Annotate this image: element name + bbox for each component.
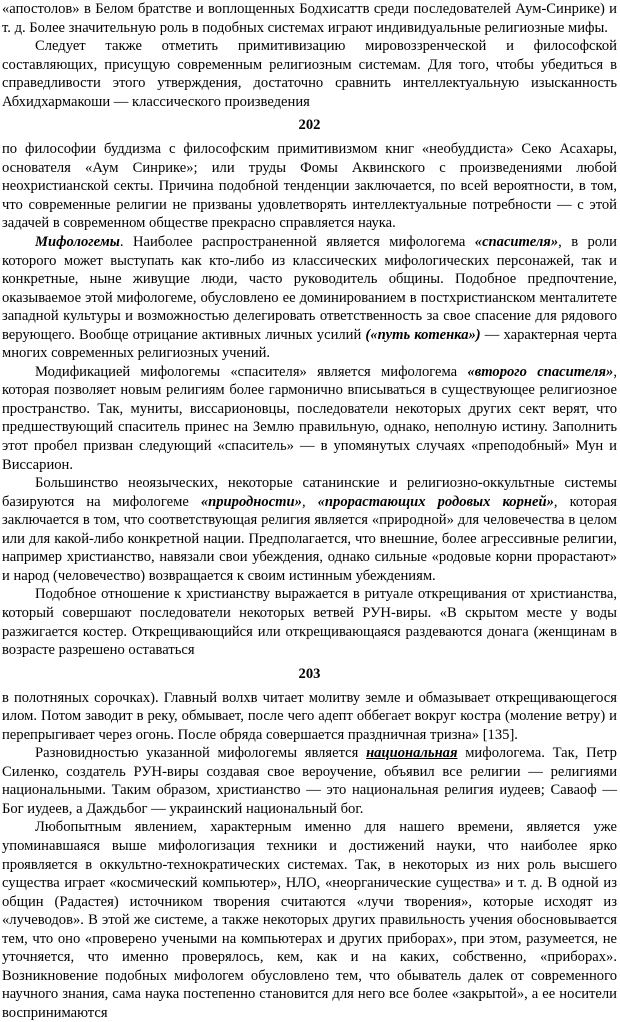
paragraph [2, 585, 617, 659]
text-run: , которая заключается в том, что соответствующая религия является «природной» для человечества в целом или для какой-либо конкретной нации. Предполагается, что внешние, более агрессивные религии, например христианство, навязали свои убеждения, однако сильные «родовые корни прорастают» и народ (человечество) возвращается к своим истинным убеждениям. [2, 493, 617, 584]
emphasized-term: «природности» [200, 493, 302, 510]
text-run: мифологема. Так, Петр Силенко, создатель РУН-виры создавая свое вероучение, объявил все религии — религиями национальными. Таким образом, христианство — это национальная религия иудеев; Саваоф — Бог иудеев, а Даждьбог — украинский национальный бог. [2, 745, 617, 817]
emphasized-term: Мифологемы [35, 234, 120, 251]
emphasized-term: «второго спасителя» [467, 363, 614, 380]
paragraph [2, 233, 617, 363]
paragraph [2, 474, 617, 585]
paragraph [2, 0, 617, 37]
paragraph [2, 37, 617, 111]
paragraph [2, 140, 617, 233]
text-run: , которая позволяет новым религиям более гармонично вписываться в существующее религиозное пространство. Так, муниты, виссарионовцы, последователи некоторых других сект верят, что предшествующий спаситель принес на Землю правильную, однако, неполную истину. Заполнить этот пробел призван следующий «спаситель» — в упомянутых случаях «преподобный» Мун и Виссарион. [2, 363, 617, 473]
paragraph [2, 363, 617, 474]
text-run: «апостолов» в Белом братстве и воплощенных Бодхисаттв среди последователей Аум-Синрике) и т. д. Более значительную роль в подобных системах играют индивидуальные религиозные мифы. [2, 1, 617, 36]
text-run: . Наиболее распространенной является мифологема [119, 234, 475, 251]
page-number: 202 [298, 117, 321, 134]
text-run: — характерная черта многих современных религиозных учений. [2, 326, 617, 362]
text-run: Любопытным явлением, характерным именно для нашего времени, является уже упоминавшаяся выше мифологизация техники и достижений науки, что наиболее ярко проявляется в оккультно-технократических системах. Так, в некоторых из них роль высшего существа играет «космический компьютер», НЛО, «неорганические существа» и т. д. В одной из общин (Радастея) источником творения считаются «лучи творения», которые исходят из «лучеводов». В этой же системе, а также некоторых других правильность учения обосновывается тем, что оно «проверено учеными на компьютерах и других приборах», при этом, разумеется, не уточняется, что именно проверялось, кем, как и на каких, собственно, «приборах». Возникновение подобных мифологем обусловлено тем, что обыватель далек от современного научного знания, сама наука постепенно становится для него все более «закрытой», а ее носители воспринимаются [2, 819, 617, 1021]
paragraph [2, 689, 617, 745]
paragraph [2, 744, 617, 818]
page-number: 203 [298, 665, 321, 682]
text-run: в полотняных сорочках). Главный волхв читает молитву земле и обмазывает открещивающегося илом. Потом заводит в реку, обмывает, после чего адепт оббегает вокруг костра (моление ветру) и перепрыгивает через огонь. После обряда совершается праздничная тризна» [135]. [2, 689, 617, 743]
text-run: , в роли которого может выступать как кто-либо из классических мифологических персонажей, так и конкретные, ныне живущие люди, часто руководитель общины. Подобное предпочтение, оказываемое этой мифологеме, обусловлено ее доминированием в постхристианском менталитете западной культуры и возможностью делегировать ответственность за свое спасение для рядового верующего. Вообще отрицание активных личных усилий [2, 234, 617, 343]
paragraph [2, 818, 617, 1022]
text-run: Следует также отметить примитивизацию мировоззренческой и философской составляющих, присущую современным религиозным системам. Для того, чтобы убедиться в справедливости этого утверждения, достаточно сравнить интеллектуальную изысканность Абхидхармакоши — классического произведения [2, 38, 617, 110]
text-run: Подобное отношение к христианству выражается в ритуале открещивания от христианства, который совершают последователи некоторых ветвей РУН-виры. «В скрытом месте у воды разжигается костер. Открещивающийся или открещивающаяся раздеваются донага (женщинам в возрасте разрешено оставаться [2, 586, 617, 659]
text-run: Модификацией мифологемы «спасителя» является мифологема [35, 363, 468, 380]
emphasized-term: «спасителя» [474, 234, 559, 251]
text-run: Разновидностью указанной мифологемы является [35, 745, 367, 762]
emphasized-underlined-term: национальная [366, 745, 458, 762]
text-run: по философии буддизма с философским примитивизмом книг «необуддиста» Секо Асахары, основателя «Аум Синрике»; или труды Фомы Аквинского с произведениями любой неохристианской секты. Причина подобной тенденции заключается, по всей вероятности, в том, что современные религии не призваны удовлетворять интеллектуальные потребности — с этой задачей в современном обществе прекрасно справляется наука. [2, 141, 617, 232]
text-run: , [301, 493, 318, 510]
emphasized-term: «прорастающих родовых корней» [317, 493, 554, 510]
emphasized-term: («путь котенка») [365, 326, 481, 343]
text-run: Большинство неоязыческих, некоторые сатанинские и религиозно-оккультные системы базируются на мифологеме [2, 475, 617, 510]
